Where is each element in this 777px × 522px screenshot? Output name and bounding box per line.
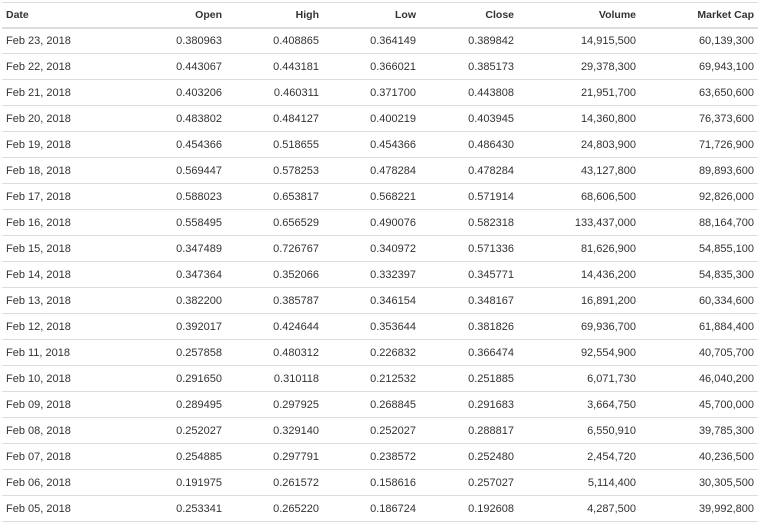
high-cell: 0.443181 <box>273 60 319 73</box>
table-header <box>2 3 758 28</box>
high-cell: 0.261572 <box>273 476 319 489</box>
high-cell: 0.484127 <box>273 112 319 125</box>
high-cell: 0.297925 <box>273 398 319 411</box>
column-header-close[interactable]: Close <box>485 8 514 21</box>
low-cell: 0.346154 <box>370 294 416 307</box>
market-cap-cell: 40,236,500 <box>698 450 754 463</box>
close-cell: 0.571336 <box>468 242 514 255</box>
high-cell: 0.408865 <box>273 34 319 47</box>
low-cell: 0.158616 <box>370 476 416 489</box>
market-cap-cell: 39,785,300 <box>698 424 754 437</box>
historical-data-table-container <box>2 2 758 522</box>
market-cap-cell: 45,700,000 <box>698 398 754 411</box>
volume-cell: 16,891,200 <box>580 294 636 307</box>
low-cell: 0.353644 <box>370 320 416 333</box>
table-row <box>2 132 758 158</box>
open-cell: 0.347364 <box>176 268 222 281</box>
close-cell: 0.192608 <box>468 502 514 515</box>
high-cell: 0.265220 <box>273 502 319 515</box>
table-row <box>2 28 758 54</box>
open-cell: 0.454366 <box>176 138 222 151</box>
table-row <box>2 392 758 418</box>
date-cell: Feb 08, 2018 <box>6 424 71 437</box>
table-row <box>2 366 758 392</box>
low-cell: 0.371700 <box>370 86 416 99</box>
open-cell: 0.443067 <box>176 60 222 73</box>
open-cell: 0.558495 <box>176 216 222 229</box>
date-cell: Feb 21, 2018 <box>6 86 71 99</box>
table-row <box>2 288 758 314</box>
volume-cell: 81,626,900 <box>580 242 636 255</box>
table-row <box>2 470 758 496</box>
close-cell: 0.257027 <box>468 476 514 489</box>
open-cell: 0.403206 <box>176 86 222 99</box>
market-cap-cell: 46,040,200 <box>698 372 754 385</box>
volume-cell: 92,554,900 <box>580 346 636 359</box>
market-cap-cell: 54,835,300 <box>698 268 754 281</box>
volume-cell: 14,360,800 <box>580 112 636 125</box>
table-body <box>2 28 758 522</box>
volume-cell: 4,287,500 <box>587 502 636 515</box>
low-cell: 0.268845 <box>370 398 416 411</box>
close-cell: 0.345771 <box>468 268 514 281</box>
column-header-open[interactable]: Open <box>195 8 222 21</box>
column-header-volume[interactable]: Volume <box>598 8 636 21</box>
market-cap-cell: 92,826,000 <box>698 190 754 203</box>
close-cell: 0.385173 <box>468 60 514 73</box>
low-cell: 0.490076 <box>370 216 416 229</box>
open-cell: 0.252027 <box>176 424 222 437</box>
date-cell: Feb 17, 2018 <box>6 190 71 203</box>
low-cell: 0.238572 <box>370 450 416 463</box>
date-cell: Feb 11, 2018 <box>6 346 71 359</box>
close-cell: 0.251885 <box>468 372 514 385</box>
table-row <box>2 314 758 340</box>
volume-cell: 6,550,910 <box>587 424 636 437</box>
close-cell: 0.582318 <box>468 216 514 229</box>
date-cell: Feb 05, 2018 <box>6 502 71 515</box>
low-cell: 0.454366 <box>370 138 416 151</box>
close-cell: 0.389842 <box>468 34 514 47</box>
volume-cell: 68,606,500 <box>580 190 636 203</box>
market-cap-cell: 63,650,600 <box>698 86 754 99</box>
date-cell: Feb 12, 2018 <box>6 320 71 333</box>
high-cell: 0.518655 <box>273 138 319 151</box>
date-cell: Feb 15, 2018 <box>6 242 71 255</box>
open-cell: 0.289495 <box>176 398 222 411</box>
high-cell: 0.460311 <box>273 86 319 99</box>
market-cap-cell: 54,855,100 <box>698 242 754 255</box>
date-cell: Feb 22, 2018 <box>6 60 71 73</box>
close-cell: 0.291683 <box>468 398 514 411</box>
close-cell: 0.366474 <box>468 346 514 359</box>
date-cell: Feb 13, 2018 <box>6 294 71 307</box>
low-cell: 0.186724 <box>370 502 416 515</box>
close-cell: 0.403945 <box>468 112 514 125</box>
volume-cell: 14,915,500 <box>580 34 636 47</box>
table-row <box>2 444 758 470</box>
market-cap-cell: 60,139,300 <box>698 34 754 47</box>
market-cap-cell: 61,884,400 <box>698 320 754 333</box>
header-row <box>2 3 758 28</box>
table-row <box>2 496 758 522</box>
close-cell: 0.478284 <box>468 164 514 177</box>
volume-cell: 3,664,750 <box>587 398 636 411</box>
high-cell: 0.656529 <box>273 216 319 229</box>
date-cell: Feb 07, 2018 <box>6 450 71 463</box>
high-cell: 0.480312 <box>273 346 319 359</box>
high-cell: 0.352066 <box>273 268 319 281</box>
table-row <box>2 184 758 210</box>
table-row <box>2 262 758 288</box>
close-cell: 0.252480 <box>468 450 514 463</box>
low-cell: 0.332397 <box>370 268 416 281</box>
open-cell: 0.380963 <box>176 34 222 47</box>
volume-cell: 29,378,300 <box>580 60 636 73</box>
column-header-high[interactable]: High <box>295 8 319 21</box>
table-row <box>2 106 758 132</box>
market-cap-cell: 39,992,800 <box>698 502 754 515</box>
high-cell: 0.578253 <box>273 164 319 177</box>
table-row <box>2 236 758 262</box>
table-row <box>2 418 758 444</box>
low-cell: 0.400219 <box>370 112 416 125</box>
close-cell: 0.486430 <box>468 138 514 151</box>
open-cell: 0.483802 <box>176 112 222 125</box>
volume-cell: 2,454,720 <box>587 450 636 463</box>
low-cell: 0.340972 <box>370 242 416 255</box>
date-cell: Feb 18, 2018 <box>6 164 71 177</box>
market-cap-cell: 89,893,600 <box>698 164 754 177</box>
market-cap-cell: 40,705,700 <box>698 346 754 359</box>
low-cell: 0.478284 <box>370 164 416 177</box>
table-row <box>2 54 758 80</box>
open-cell: 0.588023 <box>176 190 222 203</box>
open-cell: 0.291650 <box>176 372 222 385</box>
table-row <box>2 158 758 184</box>
market-cap-cell: 76,373,600 <box>698 112 754 125</box>
volume-cell: 133,437,000 <box>574 216 636 229</box>
volume-cell: 43,127,800 <box>580 164 636 177</box>
open-cell: 0.253341 <box>176 502 222 515</box>
close-cell: 0.571914 <box>468 190 514 203</box>
close-cell: 0.443808 <box>468 86 514 99</box>
volume-cell: 24,803,900 <box>580 138 636 151</box>
low-cell: 0.226832 <box>370 346 416 359</box>
high-cell: 0.329140 <box>273 424 319 437</box>
high-cell: 0.297791 <box>273 450 319 463</box>
open-cell: 0.254885 <box>176 450 222 463</box>
open-cell: 0.569447 <box>176 164 222 177</box>
market-cap-cell: 71,726,900 <box>698 138 754 151</box>
high-cell: 0.424644 <box>273 320 319 333</box>
date-cell: Feb 23, 2018 <box>6 34 71 47</box>
volume-cell: 14,436,200 <box>580 268 636 281</box>
historical-data-table <box>2 2 758 522</box>
column-header-market-cap[interactable]: Market Cap <box>697 8 754 21</box>
date-cell: Feb 16, 2018 <box>6 216 71 229</box>
column-header-date[interactable]: Date <box>6 8 29 21</box>
date-cell: Feb 10, 2018 <box>6 372 71 385</box>
close-cell: 0.288817 <box>468 424 514 437</box>
open-cell: 0.347489 <box>176 242 222 255</box>
column-header-low[interactable]: Low <box>395 8 416 21</box>
low-cell: 0.364149 <box>370 34 416 47</box>
volume-cell: 21,951,700 <box>580 86 636 99</box>
high-cell: 0.310118 <box>273 372 319 385</box>
market-cap-cell: 60,334,600 <box>698 294 754 307</box>
date-cell: Feb 09, 2018 <box>6 398 71 411</box>
market-cap-cell: 69,943,100 <box>698 60 754 73</box>
date-cell: Feb 06, 2018 <box>6 476 71 489</box>
low-cell: 0.252027 <box>370 424 416 437</box>
table-row <box>2 80 758 106</box>
market-cap-cell: 30,305,500 <box>698 476 754 489</box>
open-cell: 0.257858 <box>176 346 222 359</box>
table-row <box>2 340 758 366</box>
open-cell: 0.382200 <box>176 294 222 307</box>
date-cell: Feb 19, 2018 <box>6 138 71 151</box>
date-cell: Feb 14, 2018 <box>6 268 71 281</box>
market-cap-cell: 88,164,700 <box>698 216 754 229</box>
date-cell: Feb 20, 2018 <box>6 112 71 125</box>
low-cell: 0.212532 <box>370 372 416 385</box>
volume-cell: 5,114,400 <box>587 476 636 489</box>
close-cell: 0.381826 <box>468 320 514 333</box>
open-cell: 0.392017 <box>176 320 222 333</box>
table-row <box>2 210 758 236</box>
open-cell: 0.191975 <box>176 476 222 489</box>
low-cell: 0.366021 <box>370 60 416 73</box>
volume-cell: 69,936,700 <box>580 320 636 333</box>
close-cell: 0.348167 <box>468 294 514 307</box>
high-cell: 0.385787 <box>273 294 319 307</box>
low-cell: 0.568221 <box>370 190 416 203</box>
high-cell: 0.726767 <box>273 242 319 255</box>
volume-cell: 6,071,730 <box>587 372 636 385</box>
high-cell: 0.653817 <box>273 190 319 203</box>
